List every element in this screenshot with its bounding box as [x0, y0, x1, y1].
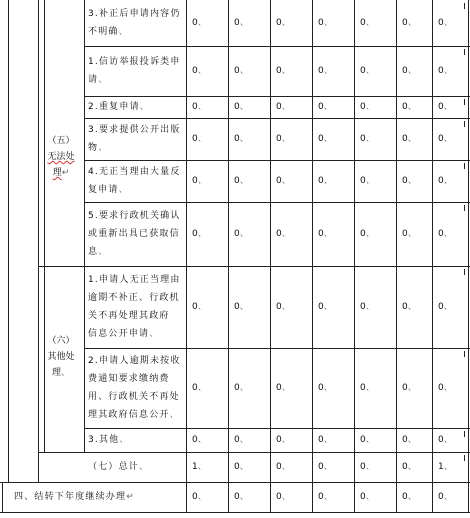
section-five-num: （五） [47, 136, 75, 146]
cell-value: 0、 [438, 134, 453, 144]
cell-value: 0、 [402, 302, 417, 312]
row-item-label: 3.其他、 [88, 435, 130, 445]
cell-value: 0、 [192, 492, 207, 502]
cell-value: 0、 [402, 383, 417, 393]
cell-value: 0、 [318, 134, 333, 144]
cell-value: 0、 [192, 18, 207, 28]
grid-line [38, 266, 470, 267]
grid-line [84, 0, 85, 452]
cell-value: 0、 [438, 229, 453, 239]
grid-line [2, 482, 3, 512]
cell-value: 0、 [192, 66, 207, 76]
grid-line [468, 0, 469, 512]
grid-line [84, 348, 470, 349]
grid-line [8, 0, 9, 482]
cell-value: 0、 [234, 66, 249, 76]
cell-value: 0、 [438, 18, 453, 28]
grid-line [464, 3, 465, 9]
cell-value: 0、 [438, 176, 453, 186]
row-item-label: 3.补正后申请内容仍 不明确、 [88, 9, 181, 37]
cell-value: 0、 [438, 102, 453, 112]
grid-line [84, 160, 470, 161]
cell-value: 1、 [438, 462, 453, 472]
row-item-label: 2.重复申请、 [88, 102, 150, 112]
grid-line [312, 0, 313, 512]
cell-value: 0、 [360, 435, 375, 445]
cell-value: 0、 [318, 435, 333, 445]
cell-value: 0、 [360, 492, 375, 502]
cell-value: 0、 [438, 302, 453, 312]
cell-value: 0、 [234, 435, 249, 445]
cell-value: 0、 [360, 176, 375, 186]
grid-line [84, 428, 470, 429]
cell-value: 0、 [402, 176, 417, 186]
cell-value: 0、 [276, 102, 291, 112]
grid-line [464, 49, 465, 55]
cell-value: 0、 [360, 102, 375, 112]
cell-value: 0、 [402, 492, 417, 502]
cell-value: 0、 [360, 229, 375, 239]
cell-value: 0、 [402, 66, 417, 76]
grid-line [84, 118, 470, 119]
grid-line [354, 0, 355, 512]
cell-value: 0、 [192, 102, 207, 112]
section-five-label: （五） 无法处 理↵ [38, 133, 84, 181]
cell-value: 0、 [234, 302, 249, 312]
total-label: （七）总计、 [88, 462, 150, 472]
cell-value: 0、 [276, 383, 291, 393]
cell-value: 0、 [234, 176, 249, 186]
cell-value: 0、 [360, 383, 375, 393]
cell-value: 0、 [438, 435, 453, 445]
section-six-text: 其他处 [47, 352, 75, 362]
row-item-label: 3.要求提供公开出版 物、 [88, 125, 181, 153]
cell-value: 0、 [192, 435, 207, 445]
cell-value: 0、 [318, 176, 333, 186]
row-item-label: 2.申请人逾期未按收 费通知要求缴纳费 用、行政机关不再处 理其政府信息公开、 [88, 356, 181, 420]
cell-value: 1、 [192, 462, 207, 472]
grid-line [38, 452, 470, 453]
grid-line [38, 0, 39, 482]
grid-line [228, 0, 229, 512]
cell-value: 0、 [318, 462, 333, 472]
grid-line [464, 431, 465, 437]
cell-value: 0、 [402, 102, 417, 112]
grid-line [186, 0, 187, 512]
cell-value: 0、 [234, 383, 249, 393]
cell-value: 0、 [276, 176, 291, 186]
cell-value: 0、 [192, 229, 207, 239]
grid-line [84, 46, 470, 47]
cell-value: 0、 [318, 66, 333, 76]
cell-value: 0、 [438, 383, 453, 393]
row-item-label: 1.信访举报投诉类申 请、 [88, 57, 181, 85]
grid-line [396, 0, 397, 512]
section-five-text: 无法处 [47, 152, 75, 162]
cell-value: 0、 [234, 229, 249, 239]
cell-value: 0、 [402, 134, 417, 144]
grid-line [464, 121, 465, 127]
cell-value: 0、 [318, 492, 333, 502]
cell-value: 0、 [318, 102, 333, 112]
cell-value: 0、 [318, 229, 333, 239]
grid-line [84, 202, 470, 203]
cell-value: 0、 [234, 102, 249, 112]
cell-value: 0、 [402, 229, 417, 239]
cell-value: 0、 [276, 435, 291, 445]
cell-value: 0、 [276, 302, 291, 312]
grid-line [0, 512, 470, 513]
cell-value: 0、 [318, 18, 333, 28]
cell-value: 0、 [402, 462, 417, 472]
cell-value: 0、 [276, 134, 291, 144]
cell-value: 0、 [234, 462, 249, 472]
cell-value: 0、 [234, 492, 249, 502]
cell-value: 0、 [276, 492, 291, 502]
cell-value: 0、 [360, 302, 375, 312]
cell-value: 0、 [192, 134, 207, 144]
cell-value: 0、 [234, 134, 249, 144]
grid-line [432, 0, 433, 512]
cell-value: 0、 [276, 229, 291, 239]
cell-value: 0、 [276, 66, 291, 76]
row-item-label: 1.申请人无正当理由 逾期不补正、行政机 关不再处理其政府 信息公开申请、 [88, 275, 181, 339]
cell-value: 0、 [360, 18, 375, 28]
carry-label: 四、结转下年度继续办理↵ [14, 492, 135, 502]
cell-value: 0、 [360, 66, 375, 76]
row-item-label: 5.要求行政机关确认 或重新出具已获取信 息、 [88, 211, 181, 257]
grid-line [44, 0, 45, 452]
grid-line [464, 351, 465, 357]
grid-line [464, 455, 465, 461]
cell-value: 0、 [438, 66, 453, 76]
grid-line [270, 0, 271, 512]
cell-value: 0、 [360, 462, 375, 472]
cell-value: 0、 [234, 18, 249, 28]
cell-value: 0、 [402, 435, 417, 445]
cell-value: 0、 [318, 383, 333, 393]
cell-value: 0、 [402, 18, 417, 28]
cell-value: 0、 [192, 302, 207, 312]
cell-value: 0、 [360, 134, 375, 144]
section-six-label: （六） 其他处 理、 [38, 333, 84, 381]
cell-value: 0、 [276, 462, 291, 472]
cell-value: 0、 [438, 492, 453, 502]
row-item-label: 4.无正当理由大量反 复申请、 [88, 167, 181, 195]
cell-value: 0、 [192, 383, 207, 393]
section-six-num: （六） [47, 336, 75, 346]
grid-line [464, 269, 465, 275]
grid-line [464, 163, 465, 169]
cell-value: 0、 [318, 302, 333, 312]
cell-value: 0、 [192, 176, 207, 186]
grid-line [464, 205, 465, 211]
grid-line [464, 99, 465, 105]
cell-value: 0、 [276, 18, 291, 28]
grid-line [84, 96, 470, 97]
grid-line [0, 482, 470, 483]
